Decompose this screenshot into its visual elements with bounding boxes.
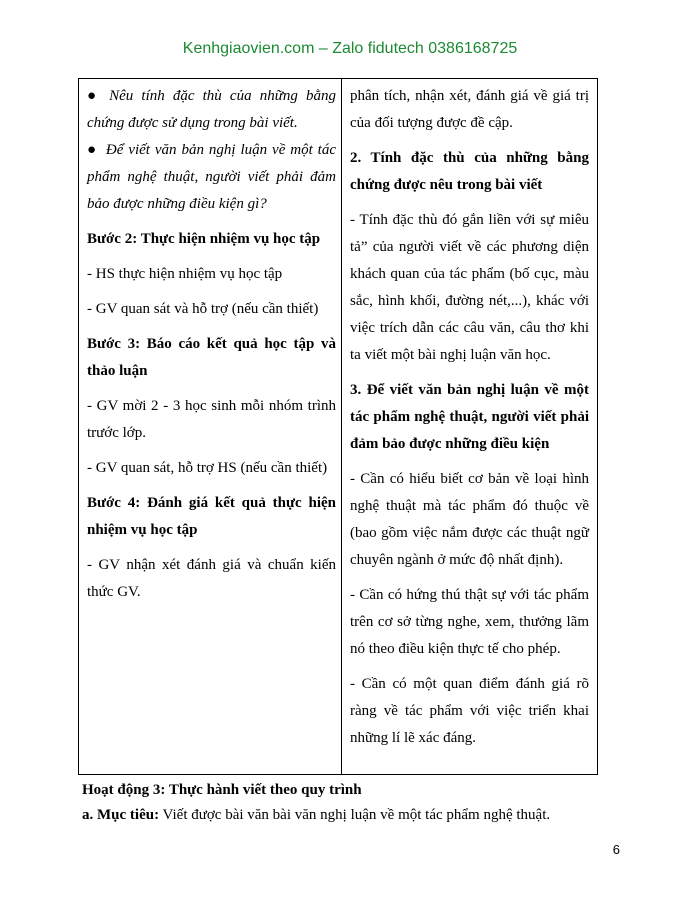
page-number: 6 <box>612 842 620 857</box>
teacher-activity-column <box>79 79 342 774</box>
bullet-question-1: ● Nêu tính đặc thù của những bằng chứng được sử dụng trong bài viết. <box>87 83 336 137</box>
page-header: Kenhgiaovien.com – Zalo fidutech 0386168725 <box>182 40 518 57</box>
section3-item: - Cần có hiểu biết cơ bản về loại hình nghệ thuật mà tác phẩm đó thuộc về (bao gồm việc nắm được các thuật ngữ chuyên ngành ở mức độ nhất định). <box>350 471 589 568</box>
section3-item: - Cần có một quan điểm đánh giá rõ ràng về tác phẩm với việc triển khai những lí lẽ xác đáng. <box>350 676 589 746</box>
section2-text: - Tính đặc thù đó gắn liền với sự miêu tả” của người viết về các phương diện khách quan của tác phẩm (bố cục, màu sắc, hình khối, đường nét,...), khác với việc trích dẫn các câu văn, câu thơ khi ta viết một bài nghị luận văn học. <box>350 212 589 363</box>
section3-title: 3. Để viết văn bản nghị luận về một tác phẩm nghệ thuật, người viết phải đảm bảo được những điều kiện <box>350 382 589 452</box>
bullet-icon: ● <box>87 88 97 104</box>
expected-results-column <box>342 79 597 774</box>
goal-text: Viết được bài văn bài văn nghị luận về một tác phẩm nghệ thuật. <box>159 807 551 823</box>
step2-line: - GV quan sát và hỗ trợ (nếu cần thiết) <box>87 301 319 317</box>
bullet-question-2: ● Để viết văn bản nghị luận về một tác phẩm nghệ thuật, người viết phải đảm bảo được những điều kiện gì? <box>87 137 336 218</box>
goal-label: a. Mục tiêu: <box>82 807 160 823</box>
step4-title: Bước 4: Đánh giá kết quả thực hiện nhiệm vụ học tập <box>87 495 336 538</box>
step2-line: - HS thực hiện nhiệm vụ học tập <box>87 266 283 282</box>
bullet-icon: ● <box>87 142 97 158</box>
step3-line: - GV quan sát, hỗ trợ HS (nếu cần thiết) <box>87 460 328 476</box>
activity-title: Hoạt động 3: Thực hành viết theo quy trình <box>82 782 362 798</box>
intro-text: phân tích, nhận xét, đánh giá về giá trị của đối tượng được đề cập. <box>350 88 589 131</box>
step4-line: - GV nhận xét đánh giá và chuẩn kiến thức GV. <box>87 557 336 600</box>
goal-line <box>82 802 550 829</box>
section2-title: 2. Tính đặc thù của những bằng chứng được nêu trong bài viết <box>350 150 589 193</box>
step3-title: Bước 3: Báo cáo kết quả học tập và thảo luận <box>87 336 336 379</box>
section3-item: - Cần có hứng thú thật sự với tác phẩm trên cơ sở từng nghe, xem, thưởng lãm nó theo điều kiện thực tế cho phép. <box>350 587 589 657</box>
step3-line: - GV mời 2 - 3 học sinh mỗi nhóm trình trước lớp. <box>87 398 336 441</box>
step2-title: Bước 2: Thực hiện nhiệm vụ học tập <box>87 231 321 247</box>
lesson-table <box>78 78 598 775</box>
